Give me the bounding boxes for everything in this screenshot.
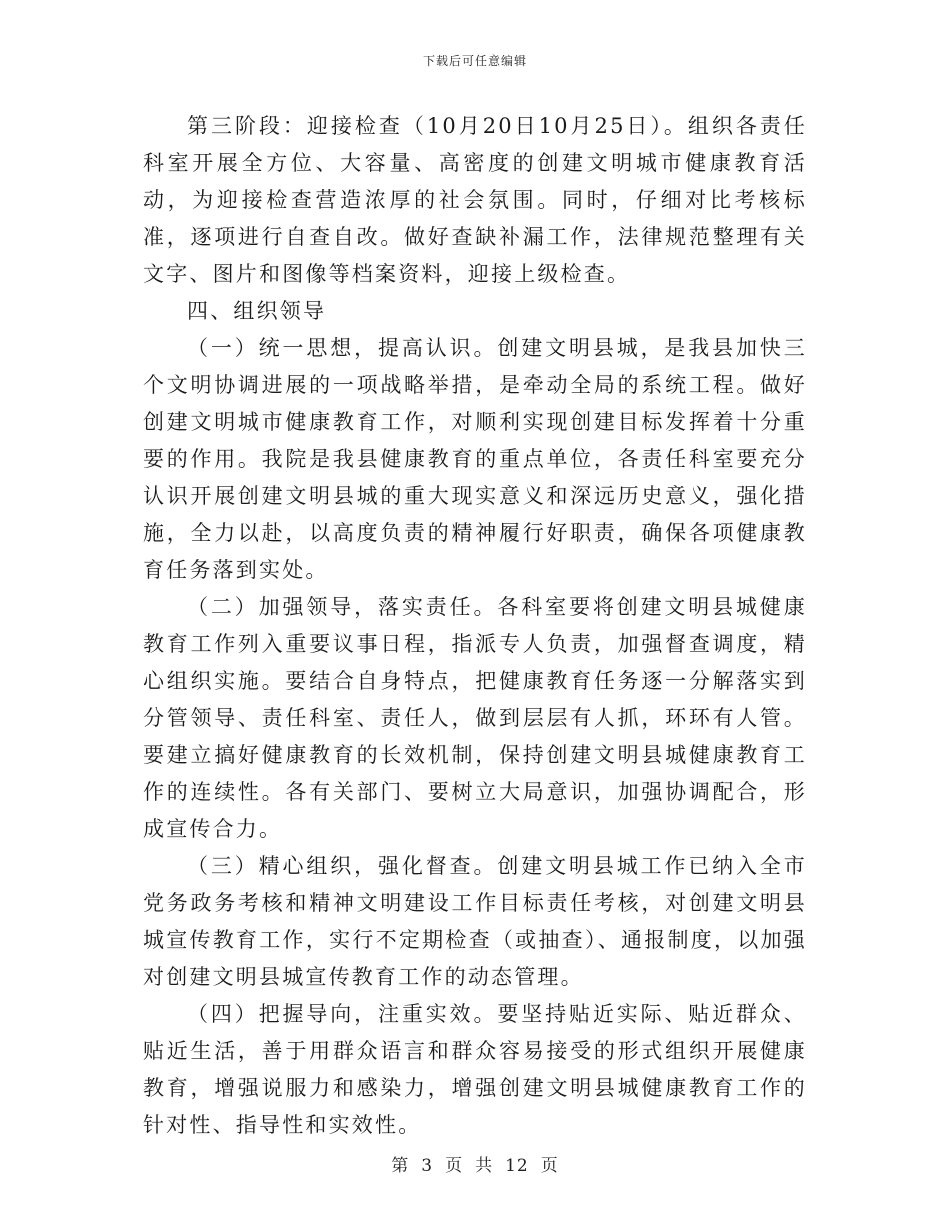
footer-page-word: 页 <box>445 1156 464 1176</box>
footer-total-pages: 12 <box>505 1156 529 1176</box>
page-number-footer <box>0 1151 950 1176</box>
footer-current-page: 3 <box>421 1156 434 1176</box>
footer-prefix: 第 <box>391 1156 410 1176</box>
section-heading-organization: 四、组织领导 <box>187 299 327 323</box>
footer-total-word: 共 <box>475 1156 494 1176</box>
footer-suffix: 页 <box>540 1156 559 1176</box>
paragraph-strengthen-leadership: （二）加强领导，落实责任。各科室要将创建文明县城健康教育工作列入重要议事日程，指派专人负责，加强督查调度，精心组织实施。要结合自身特点，把健康教育任务逐一分解落实到分管领导、责任科室、责任人，做到层层有人抓，环环有人管。要建立搞好健康教育的长效机制，保持创建文明县城健康教育工作的连续性。各有关部门、要树立大局意识，加强协调配合，形成宣传合力。 <box>143 595 807 841</box>
document-body <box>143 108 807 1144</box>
paragraph-unify-thinking: （一）统一思想，提高认识。创建文明县城，是我县加快三个文明协调进展的一项战略举措，是牵动全局的系统工程。做好创建文明城市健康教育工作，对顺利实现创建目标发挥着十分重要的作用。我院是我县健康教育的重点单位，各责任科室要充分认识开展创建文明县城的重大现实意义和深远历史意义，强化措施，全力以赴，以高度负责的精神履行好职责，确保各项健康教育任务落到实处。 <box>143 336 807 582</box>
paragraph-careful-organization: （三）精心组织，强化督查。创建文明县城工作已纳入全市党务政务考核和精神文明建设工作目标责任考核，对创建文明县城宣传教育工作，实行不定期检查（或抽查）、通报制度，以加强对创建文明县城宣传教育工作的动态管理。 <box>143 854 807 989</box>
page-header-note: 下载后可任意编辑 <box>422 54 527 68</box>
paragraph-stage-three: 第三阶段：迎接检查（10月20日10月25日）。组织各责任科室开展全方位、大容量、高密度的创建文明城市健康教育活动，为迎接检查营造浓厚的社会氛围。同时，仔细对比考核标准，逐项进行自查自改。做好查缺补漏工作，法律规范整理有关文字、图片和图像等档案资料，迎接上级检查。 <box>143 114 807 286</box>
paragraph-grasp-orientation: （四）把握导向，注重实效。要坚持贴近实际、贴近群众、贴近生活，善于用群众语言和群众容易接受的形式组织开展健康教育，增强说服力和感染力，增强创建文明县城健康教育工作的针对性、指导性和实效性。 <box>143 1002 807 1137</box>
